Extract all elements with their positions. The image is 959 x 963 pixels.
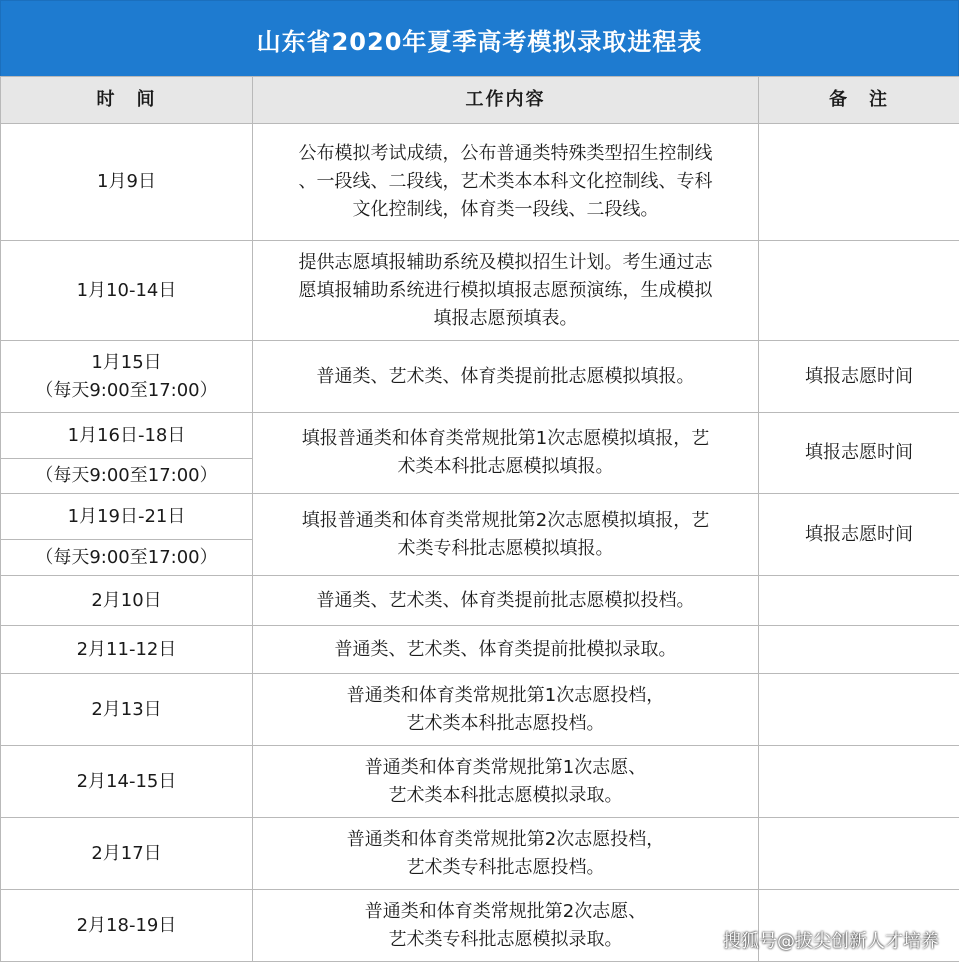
time-cell: 2月17日 [1,818,253,890]
content-cell: 普通类、艺术类、体育类提前批志愿模拟投档。 [253,576,759,626]
content-cell: 普通类和体育类常规批第2次志愿投档， 艺术类专科批志愿投档。 [253,818,759,890]
content-cell: 普通类、艺术类、体育类提前批模拟录取。 [253,626,759,674]
header-row [1,77,959,124]
time-cell [1,341,253,413]
time-cell: 1月16日-18日 [1,413,253,459]
table-row [1,494,959,540]
content-cell: 填报普通类和体育类常规批第2次志愿模拟填报，艺 术类专科批志愿模拟填报。 [253,494,759,576]
time-date: 1月15日 [91,351,162,373]
note-cell [759,124,959,241]
header-note: 备 注 [759,77,959,124]
table-row [1,241,959,341]
time-cell: 1月10-14日 [1,241,253,341]
note-cell: 填报志愿时间 [759,413,959,494]
note-cell [759,626,959,674]
time-hours-cell: （每天9:00至17:00） [1,540,253,576]
content-cell: 普通类和体育类常规批第2次志愿、 艺术类专科批志愿模拟录取。 [253,890,759,962]
note-cell [759,818,959,890]
table-row [1,341,959,413]
time-cell: 1月19日-21日 [1,494,253,540]
time-hours: （每天9:00至17:00） [35,379,218,401]
table-row [1,626,959,674]
table-row [1,818,959,890]
note-cell [759,674,959,746]
watermark: 搜狐号@拔尖创新人才培养 [723,931,939,952]
content-cell: 普通类和体育类常规批第1次志愿投档， 艺术类本科批志愿投档。 [253,674,759,746]
time-cell: 2月18-19日 [1,890,253,962]
time-hours-cell: （每天9:00至17:00） [1,459,253,494]
time-cell: 2月14-15日 [1,746,253,818]
content-cell: 公布模拟考试成绩，公布普通类特殊类型招生控制线 、一段线、二段线，艺术类本本科文化控制线、专科 文化控制线，体育类一段线、二段线。 [253,124,759,241]
time-cell: 1月9日 [1,124,253,241]
table-row [1,576,959,626]
time-cell: 2月13日 [1,674,253,746]
table-row [1,746,959,818]
note-cell: 填报志愿时间 [759,341,959,413]
header-content: 工作内容 [253,77,759,124]
time-cell: 2月10日 [1,576,253,626]
time-cell: 2月11-12日 [1,626,253,674]
note-cell [759,576,959,626]
table-row [1,674,959,746]
table-title: 山东省2020年夏季高考模拟录取进程表 [0,0,959,78]
header-time: 时 间 [1,77,253,124]
content-cell: 普通类、艺术类、体育类提前批志愿模拟填报。 [253,341,759,413]
note-cell [759,746,959,818]
note-cell: 填报志愿时间 [759,494,959,576]
admission-schedule-table [0,76,959,962]
note-cell [759,241,959,341]
table-row [1,124,959,241]
content-cell: 普通类和体育类常规批第1次志愿、 艺术类本科批志愿模拟录取。 [253,746,759,818]
content-cell: 提供志愿填报辅助系统及模拟招生计划。考生通过志 愿填报辅助系统进行模拟填报志愿预演练，生成模拟 填报志愿预填表。 [253,241,759,341]
content-cell: 填报普通类和体育类常规批第1次志愿模拟填报，艺 术类本科批志愿模拟填报。 [253,413,759,494]
table-row [1,413,959,459]
